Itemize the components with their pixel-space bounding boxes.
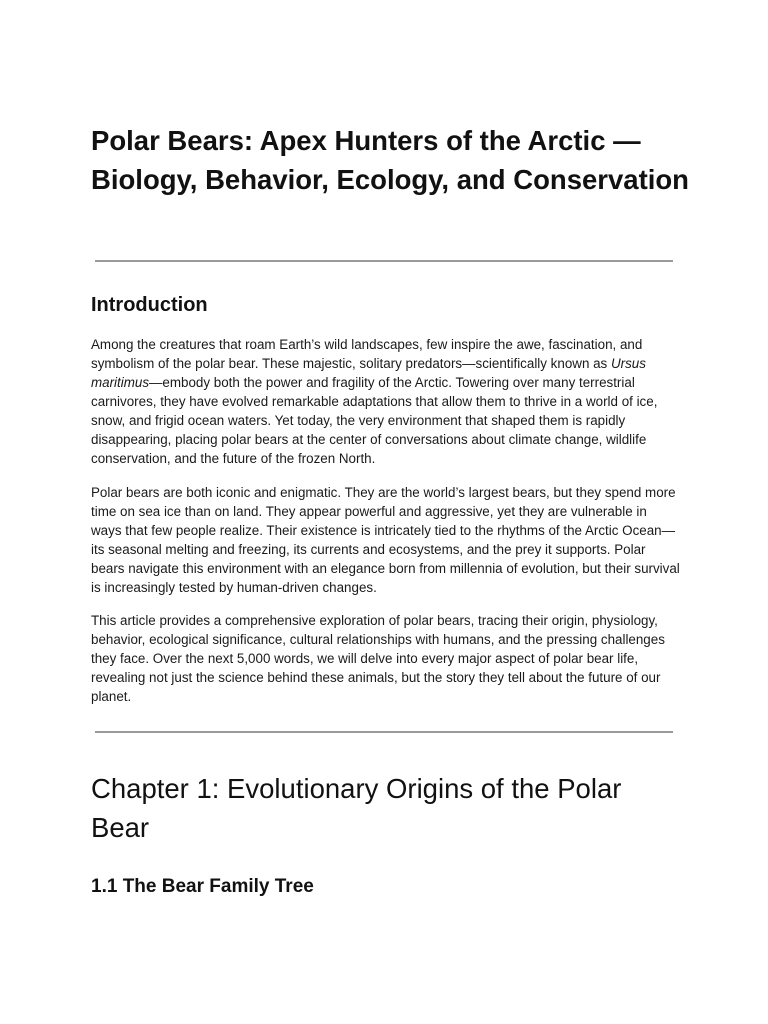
subsection-1-1-heading: 1.1 The Bear Family Tree	[91, 876, 314, 897]
intro-paragraph-2: Polar bears are both iconic and enigmatic. They are the world’s largest bears, but they spend more time on sea ice than on land. They appear powerful and aggressive, yet they are vulnerable in ways that few people realize. Their existence is intricately tied to the rhythms of the Arctic Ocean—its seasonal melting and freezing, its currents and ecosystems, and the prey it supports. Polar bears navigate this environment with an elegance born from millennia of evolution, but their survival is increasingly tested by human-driven changes.	[91, 485, 680, 595]
document-title: Polar Bears: Apex Hunters of the Arctic — Biology, Behavior, Ecology, and Conservation	[91, 125, 689, 195]
intro-paragraph-1	[91, 335, 681, 468]
horizontal-divider	[95, 260, 673, 262]
scientific-name: Ursus maritimus	[91, 356, 646, 390]
chapter-1-heading: Chapter 1: Evolutionary Origins of the Polar Bear	[91, 773, 622, 843]
introduction-heading: Introduction	[91, 294, 208, 316]
intro-paragraph-3: This article provides a comprehensive exploration of polar bears, tracing their origin, physiology, behavior, ecological significance, cultural relationships with humans, and the pressing challenges they face. Over the next 5,000 words, we will delve into every major aspect of polar bear life, revealing not just the science behind these animals, but the story they tell about the future of our planet.	[91, 613, 665, 704]
intro-paragraph-1-text-a: Among the creatures that roam Earth’s wild landscapes, few inspire the awe, fascination, and symbolism of the polar bear. These majestic, solitary predators—scientifically known as	[91, 337, 643, 371]
intro-paragraph-1-text-b: —embody both the power and fragility of the Arctic. Towering over many terrestrial carnivores, they have evolved remarkable adaptations that allow them to thrive in a world of ice, snow, and frigid ocean waters. Yet today, the very environment that shaped them is rapidly disappearing, placing polar bears at the center of conversations about climate change, wildlife conservation, and the future of the frozen North.	[91, 375, 658, 466]
horizontal-divider	[95, 731, 673, 733]
